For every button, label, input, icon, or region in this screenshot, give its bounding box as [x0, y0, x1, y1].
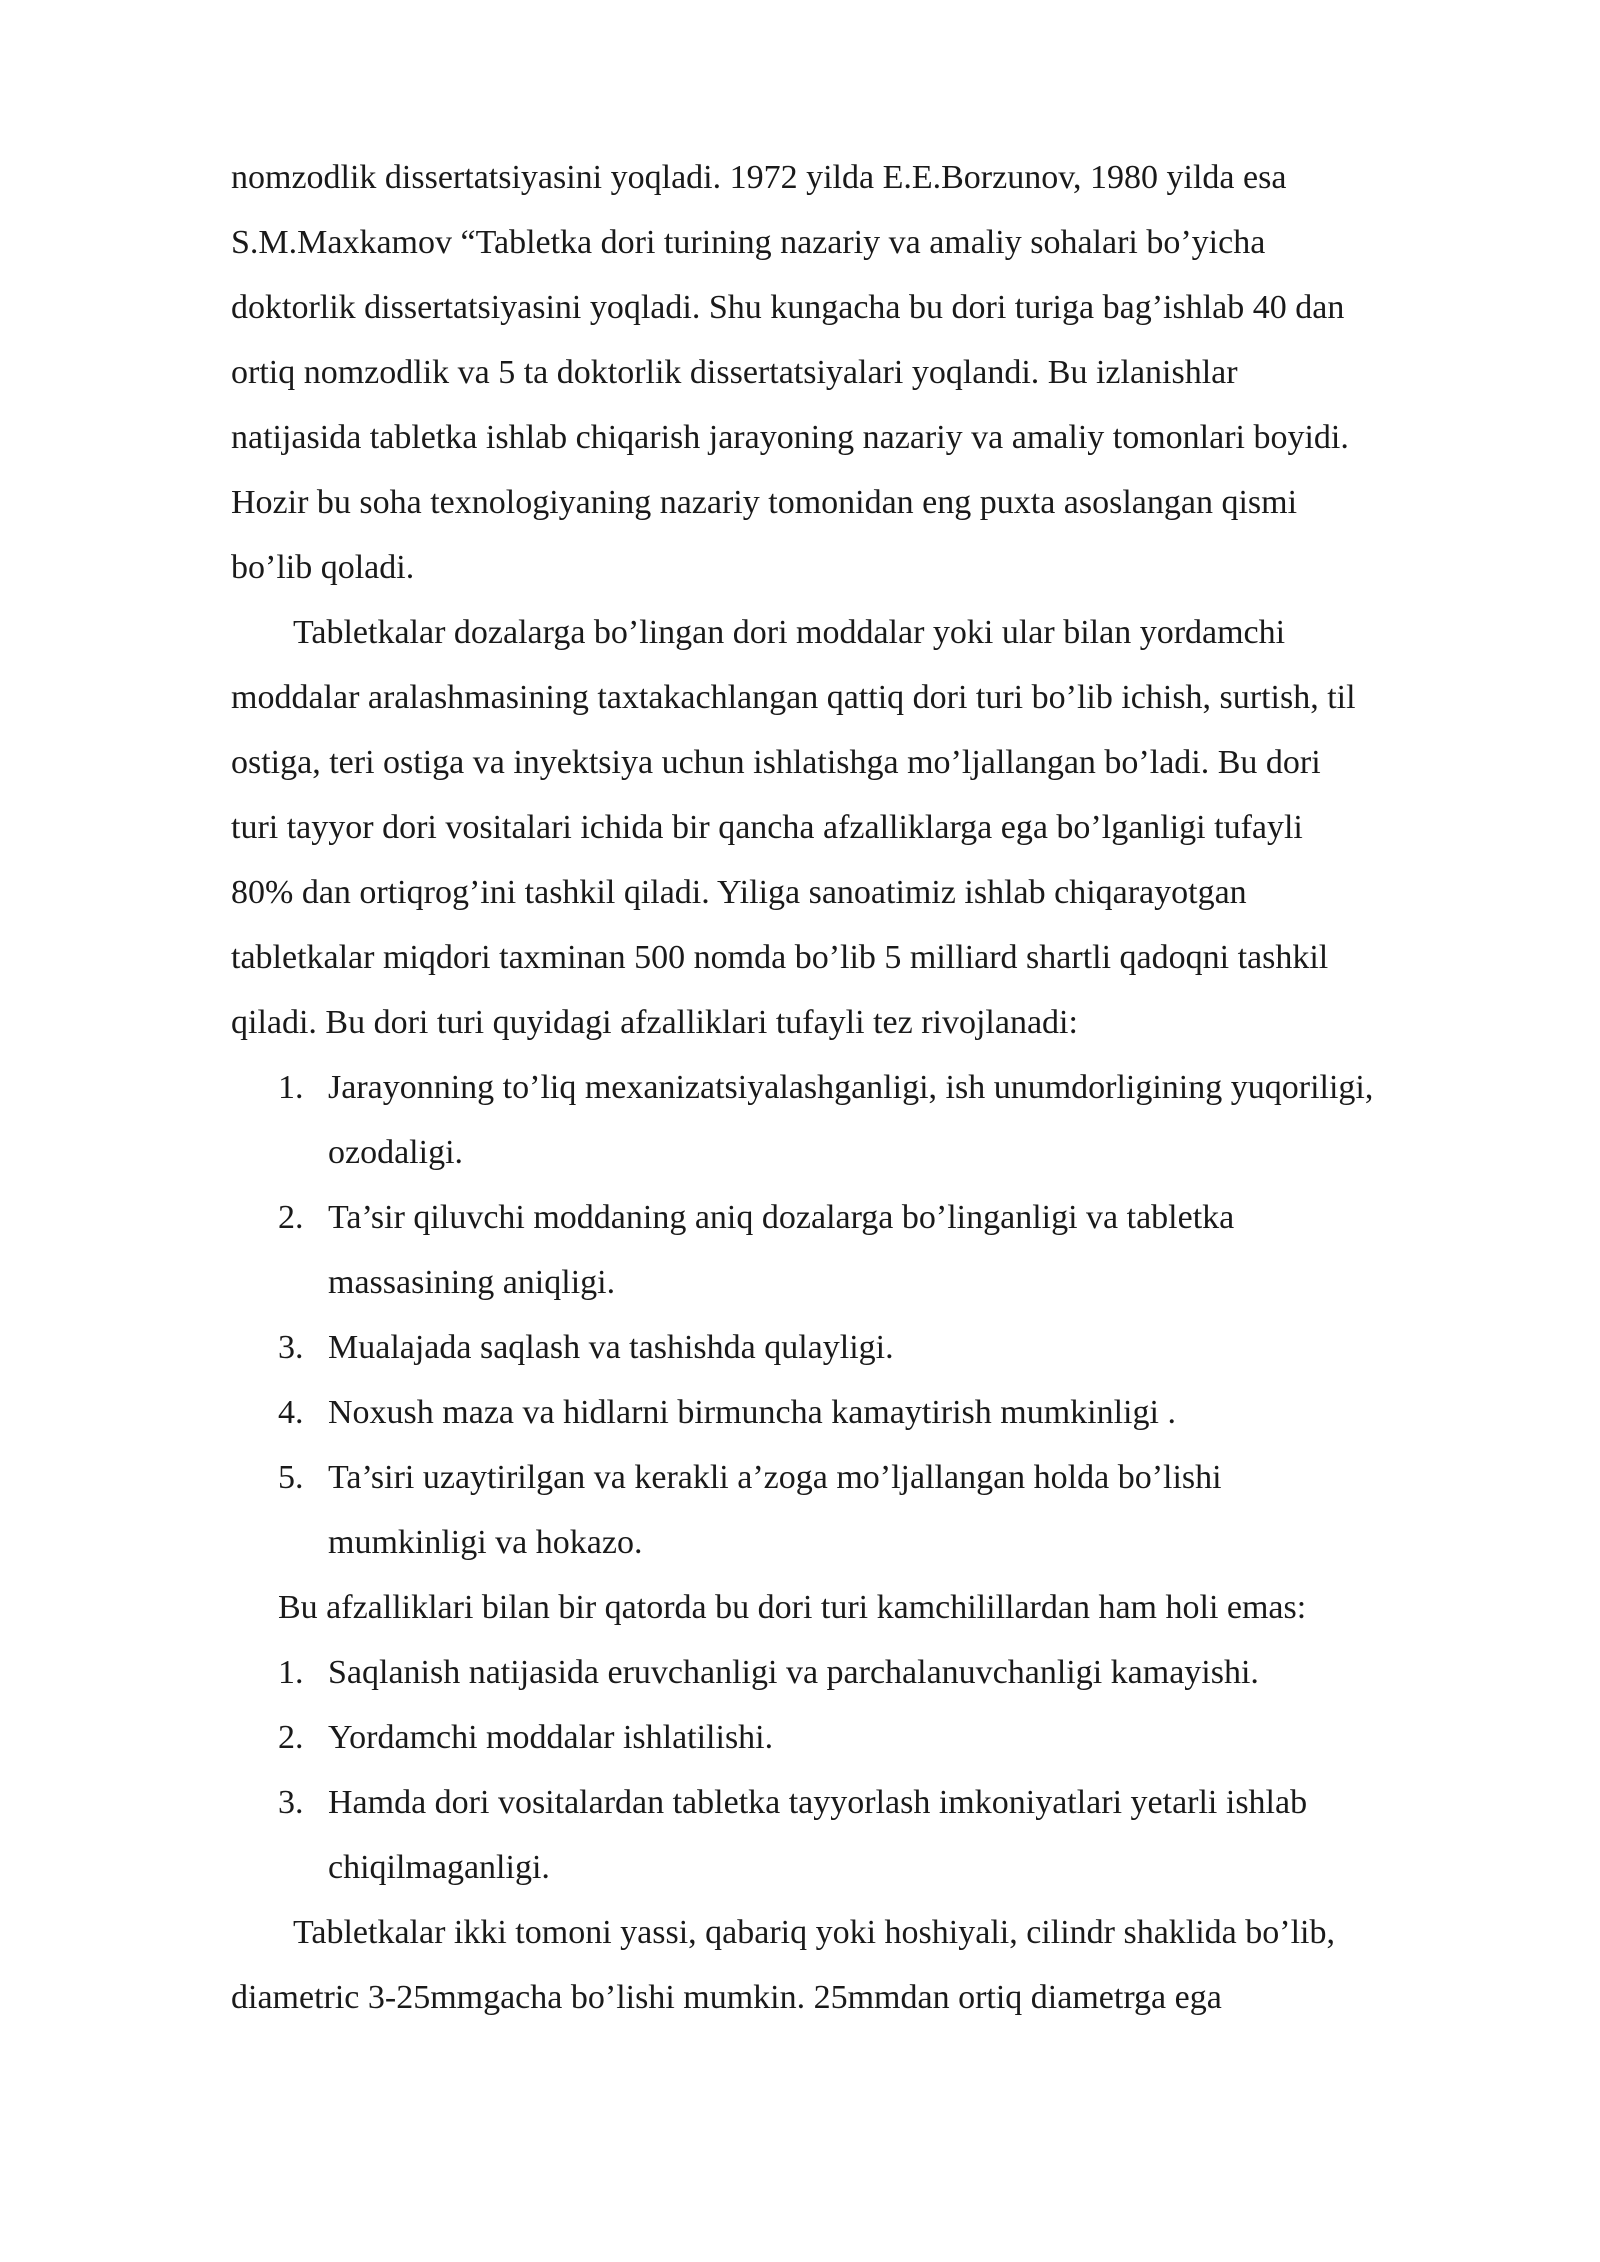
- paragraph-line: Tabletkalar ikki tomoni yassi, qabariq yoki hoshiyali, cilindr shaklida bo’lib,: [293, 1914, 1335, 1951]
- paragraph-line: turi tayyor dori vositalari ichida bir qancha afzalliklarga ega bo’lganligi tufayli: [231, 809, 1303, 846]
- list-item: [231, 1185, 1511, 1315]
- list-item-continuation: mumkinligi va hokazo.: [328, 1524, 643, 1561]
- list-item: [231, 1445, 1511, 1575]
- paragraph-2: [231, 600, 1511, 1055]
- list-item-text: Noxush maza va hidlarni birmuncha kamaytirish mumkinligi .: [328, 1394, 1176, 1431]
- list-number: 1.: [278, 1069, 304, 1106]
- list-number: 1.: [278, 1654, 304, 1691]
- list-item-continuation: ozodaligi.: [328, 1134, 464, 1171]
- list-item-text: Mualajada saqlash va tashishda qulayligi.: [328, 1329, 894, 1366]
- paragraph-line: bo’lib qoladi.: [231, 549, 415, 586]
- list-item: [231, 1705, 1511, 1770]
- list-number: 5.: [278, 1459, 304, 1496]
- paragraph-line: qiladi. Bu dori turi quyidagi afzalliklari tufayli tez rivojlanadi:: [231, 1004, 1078, 1041]
- paragraph-line: ortiq nomzodlik va 5 ta doktorlik dissertatsiyalari yoqlandi. Bu izlanishlar: [231, 354, 1238, 391]
- paragraph-line: tabletkalar miqdori taxminan 500 nomda bo’lib 5 milliard shartli qadoqni tashkil: [231, 939, 1329, 976]
- list-item: [231, 1640, 1511, 1705]
- list-item-continuation: massasining aniqligi.: [328, 1264, 616, 1301]
- paragraph-1: [231, 145, 1511, 600]
- disadvantages-intro: Bu afzalliklari bilan bir qatorda bu dori turi kamchilillardan ham holi emas:: [278, 1589, 1307, 1626]
- list-item: [231, 1380, 1511, 1445]
- disadvantages-list: [231, 1640, 1511, 1900]
- list-item-text: Saqlanish natijasida eruvchanligi va parchalanuvchanligi kamayishi.: [328, 1654, 1259, 1691]
- paragraph-line: natijasida tabletka ishlab chiqarish jarayoning nazariy va amaliy tomonlari boyidi.: [231, 419, 1349, 456]
- paragraph-line: doktorlik dissertatsiyasini yoqladi. Shu kungacha bu dori turiga bag’ishlab 40 dan: [231, 289, 1345, 326]
- list-number: 4.: [278, 1394, 304, 1431]
- paragraph-line: Hozir bu soha texnologiyaning nazariy tomonidan eng puxta asoslangan qismi: [231, 484, 1298, 521]
- list-number: 3.: [278, 1329, 304, 1366]
- list-number: 3.: [278, 1784, 304, 1821]
- advantages-list: [231, 1055, 1511, 1575]
- paragraph-line: nomzodlik dissertatsiyasini yoqladi. 1972 yilda E.E.Borzunov, 1980 yilda esa: [231, 159, 1287, 196]
- paragraph-line: S.M.Maxkamov “Tabletka dori turining nazariy va amaliy sohalari bo’yicha: [231, 224, 1266, 261]
- paragraph-line: diametric 3-25mmgacha bo’lishi mumkin. 25mmdan ortiq diametrga ega: [231, 1979, 1222, 2016]
- paragraph-line: ostiga, teri ostiga va inyektsiya uchun ishlatishga mo’ljallangan bo’ladi. Bu dori: [231, 744, 1321, 781]
- list-item: [231, 1315, 1511, 1380]
- list-item-text: Ta’sir qiluvchi moddaning aniq dozalarga bo’linganligi va tabletka: [328, 1199, 1235, 1236]
- list-number: 2.: [278, 1719, 304, 1756]
- paragraph-3: [231, 1900, 1511, 2030]
- list-item: [231, 1055, 1511, 1185]
- list-item-text: Jarayonning to’liq mexanizatsiyalashganligi, ish unumdorligining yuqoriligi,: [328, 1069, 1374, 1106]
- list-item: [231, 1770, 1511, 1900]
- list-item-text: Ta’siri uzaytirilgan va kerakli a’zoga mo’ljallangan holda bo’lishi: [328, 1459, 1222, 1496]
- list-item-continuation: chiqilmaganligi.: [328, 1849, 550, 1886]
- paragraph-line: moddalar aralashmasining taxtakachlangan qattiq dori turi bo’lib ichish, surtish, til: [231, 679, 1356, 716]
- list-item-text: Yordamchi moddalar ishlatilishi.: [328, 1719, 774, 1756]
- document-body: [231, 145, 1511, 2030]
- paragraph-line: 80% dan ortiqrog’ini tashkil qiladi. Yiliga sanoatimiz ishlab chiqarayotgan: [231, 874, 1247, 911]
- list-number: 2.: [278, 1199, 304, 1236]
- list-item-text: Hamda dori vositalardan tabletka tayyorlash imkoniyatlari yetarli ishlab: [328, 1784, 1308, 1821]
- paragraph-line: Tabletkalar dozalarga bo’lingan dori moddalar yoki ular bilan yordamchi: [293, 614, 1286, 651]
